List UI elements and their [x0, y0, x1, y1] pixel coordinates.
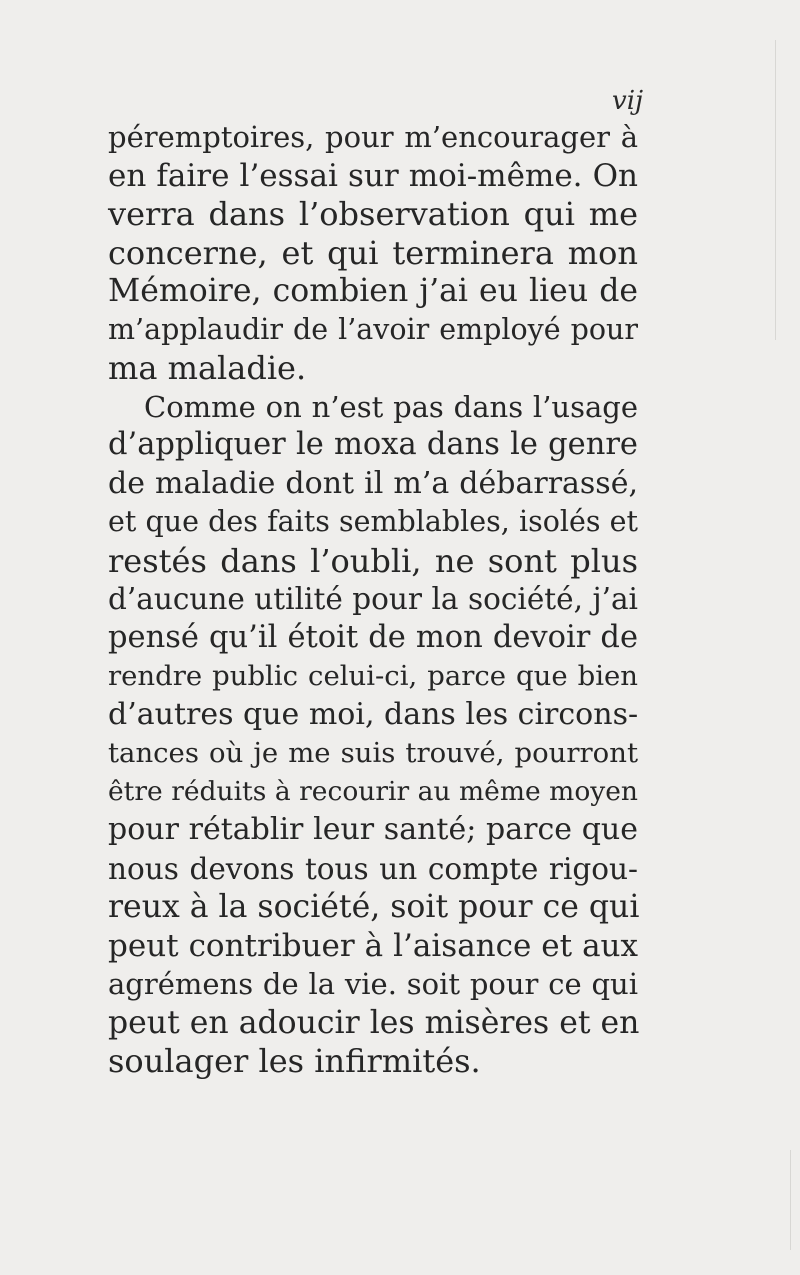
text-line: soulager les infirmités. [108, 1042, 481, 1080]
text-line: Mémoire, combien j’ai eu lieu de [108, 273, 638, 309]
text-line: ma maladie. [108, 349, 307, 387]
text-line: être réduits à recourir au même moyen [108, 775, 638, 807]
text-line: restés dans l’oubli, ne sont plus [108, 541, 638, 580]
text-line: pour rétablir leur santé; parce que [108, 812, 638, 847]
text-line: reux à la société, soit pour ce qui [108, 889, 640, 925]
text-line: concerne, et qui terminera mon [108, 233, 638, 272]
text-line: Comme on n’est pas dans l’usage [144, 389, 638, 424]
text-line: péremptoires, pour m’encourager à [108, 120, 638, 154]
text-line: peut en adoucir les misères et en [108, 1004, 640, 1041]
text-line: m’applaudir de l’avoir employé pour [108, 312, 638, 346]
text-line: peut contribuer à l’aisance et aux [108, 927, 638, 964]
body-text [108, 118, 638, 1081]
page-edge-mark [775, 40, 776, 340]
text-line: d’autres que moi, dans les circons- [108, 696, 639, 732]
page-number: vij [612, 86, 644, 116]
text-line: d’aucune utilité pour la société, j’ai [108, 582, 638, 616]
text-line: d’appliquer le moxa dans le genre [108, 427, 638, 462]
text-line: de maladie dont il m’a débarrassé, [108, 465, 638, 501]
page-edge-mark [790, 1150, 791, 1250]
text-line: rendre public celui-ci, parce que bien [108, 660, 638, 692]
text-line: et que des faits semblables, isolés et [108, 505, 638, 538]
text-line: en faire l’essai sur moi-même. On [108, 157, 638, 194]
paragraph [108, 388, 638, 1081]
text-line: nous devons tous un compte rigou- [108, 851, 638, 886]
text-line: tances où je me suis trouvé, pourront [108, 737, 638, 769]
paragraph [108, 118, 638, 388]
text-line: agrémens de la vie. soit pour ce qui [108, 967, 638, 1001]
text-line: pensé qu’il étoit de mon devoir de [108, 619, 638, 655]
text-line: verra dans l’observation qui me [108, 195, 638, 233]
